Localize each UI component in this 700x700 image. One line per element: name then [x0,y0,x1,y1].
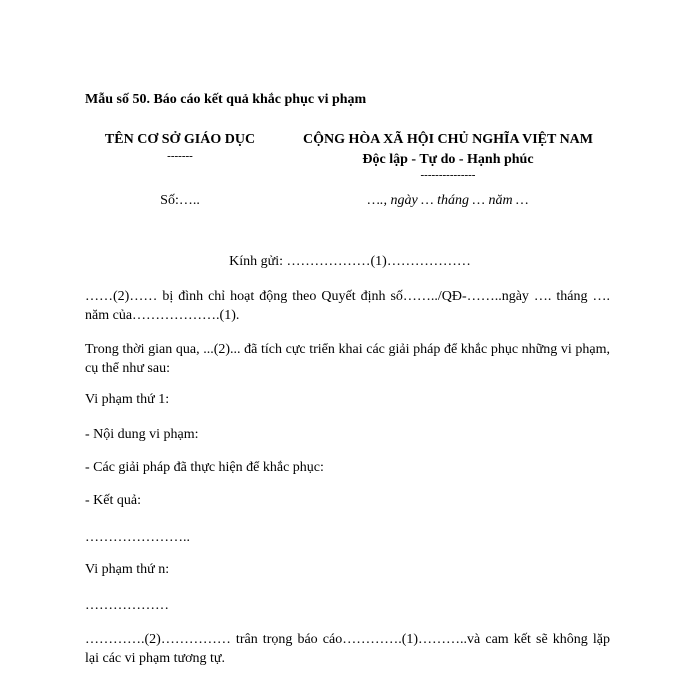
document-number: Số:….. [160,193,200,208]
date-place: …., ngày … tháng … năm … [367,193,529,208]
suspension-paragraph: ……(2)…… bị đình chỉ hoạt động theo Quyết định số……../QĐ-……..ngày …. tháng …. năm của……………….(1). [85,289,610,323]
violation-result-label: - Kết quả: [85,493,141,508]
violation-solutions-label: - Các giải pháp đã thực hiện để khắc phục: [85,460,324,475]
organization-name: TÊN CƠ SỞ GIÁO DỤC [104,132,256,147]
placeholder-dots: ………………….. [85,530,190,545]
motto-underline: --------------- [420,169,476,181]
intro-paragraph: Trong thời gian qua, ...(2)... đã tích cực triển khai các giải pháp để khắc phục những vi phạm, cụ thể như sau: [85,342,610,376]
form-title: Mẫu số 50. Báo cáo kết quả khắc phục vi phạm [85,92,367,107]
national-motto: Độc lập - Tự do - Hạnh phúc [362,152,534,167]
violation-1-heading: Vi phạm thứ 1: [85,392,170,407]
recipient-line: Kính gửi: ………………(1)……………… [229,254,471,269]
country-name: CỘNG HÒA XÃ HỘI CHỦ NGHĨA VIỆT NAM [302,132,594,147]
organization-underline: ------- [167,150,193,162]
placeholder-dots: ……………… [85,598,169,613]
violation-n-heading: Vi phạm thứ n: [85,562,170,577]
violation-content-label: - Nội dung vi phạm: [85,427,199,442]
commitment-paragraph: ………….(2)…………… trân trọng báo cáo………….(1)………..và cam kết sẽ không lặp lại các vi phạm tương tự. [85,632,610,666]
